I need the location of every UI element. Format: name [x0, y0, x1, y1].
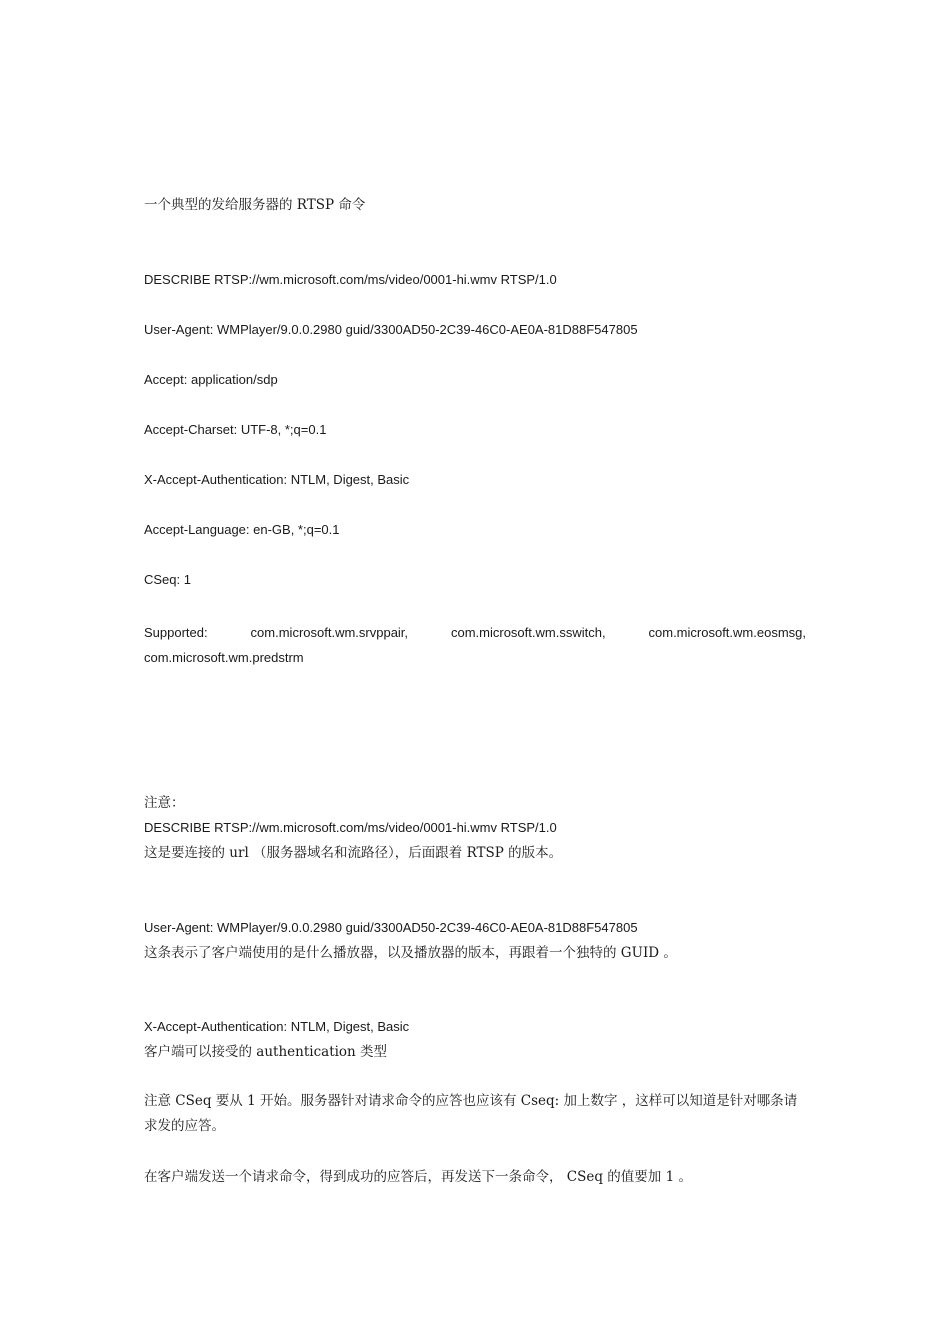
request-cseq: CSeq: 1 [144, 572, 191, 587]
request-accept: Accept: application/sdp [144, 372, 278, 387]
notes-auth-line: X-Accept-Authentication: NTLM, Digest, Basic [144, 1019, 410, 1034]
request-accept-charset: Accept-Charset: UTF-8, *;q=0.1 [144, 422, 327, 437]
request-accept-language: Accept-Language: en-GB, *;q=0.1 [144, 522, 340, 537]
notes-describe-explanation: 这是要连接的 url （服务器域名和流路径），后面跟着 RTSP 的版本。 [144, 845, 563, 861]
request-x-accept-authentication: X-Accept-Authentication: NTLM, Digest, Basic [144, 472, 410, 487]
notes-auth-explanation: 客户端可以接受的 authentication 类型 [144, 1044, 388, 1060]
notes-cseq-explanation: 注意 CSeq 要从 1 开始。服务器针对请求命令的应答也应该有 Cseq: 加上数字 ，这样可以知道是针对哪条请求发的应答。 [144, 1093, 798, 1134]
request-describe: DESCRIBE RTSP://wm.microsoft.com/ms/video/0001-hi.wmv RTSP/1.0 [144, 272, 557, 287]
notes-cseq-increment: 在客户端发送一个请求命令，得到成功的应答后，再发送下一条命令， CSeq 的值要加 1 。 [144, 1169, 692, 1185]
notes-title: 注意： [144, 795, 185, 811]
notes-user-agent-line: User-Agent: WMPlayer/9.0.0.2980 guid/3300AD50-2C39-46C0-AE0A-81D88F547805 [144, 920, 638, 935]
request-supported: Supported: com.microsoft.wm.srvppair, com.microsoft.wm.sswitch, com.microsoft.wm.eosmsg, com.microsoft.wm.predstrm [144, 625, 806, 665]
heading: 一个典型的发给服务器的 RTSP 命令 [144, 197, 366, 213]
request-user-agent: User-Agent: WMPlayer/9.0.0.2980 guid/3300AD50-2C39-46C0-AE0A-81D88F547805 [144, 322, 638, 337]
notes-user-agent-explanation: 这条表示了客户端使用的是什么播放器，以及播放器的版本，再跟着一个独特的 GUID 。 [144, 945, 677, 961]
notes-describe-line: DESCRIBE RTSP://wm.microsoft.com/ms/video/0001-hi.wmv RTSP/1.0 [144, 820, 557, 835]
